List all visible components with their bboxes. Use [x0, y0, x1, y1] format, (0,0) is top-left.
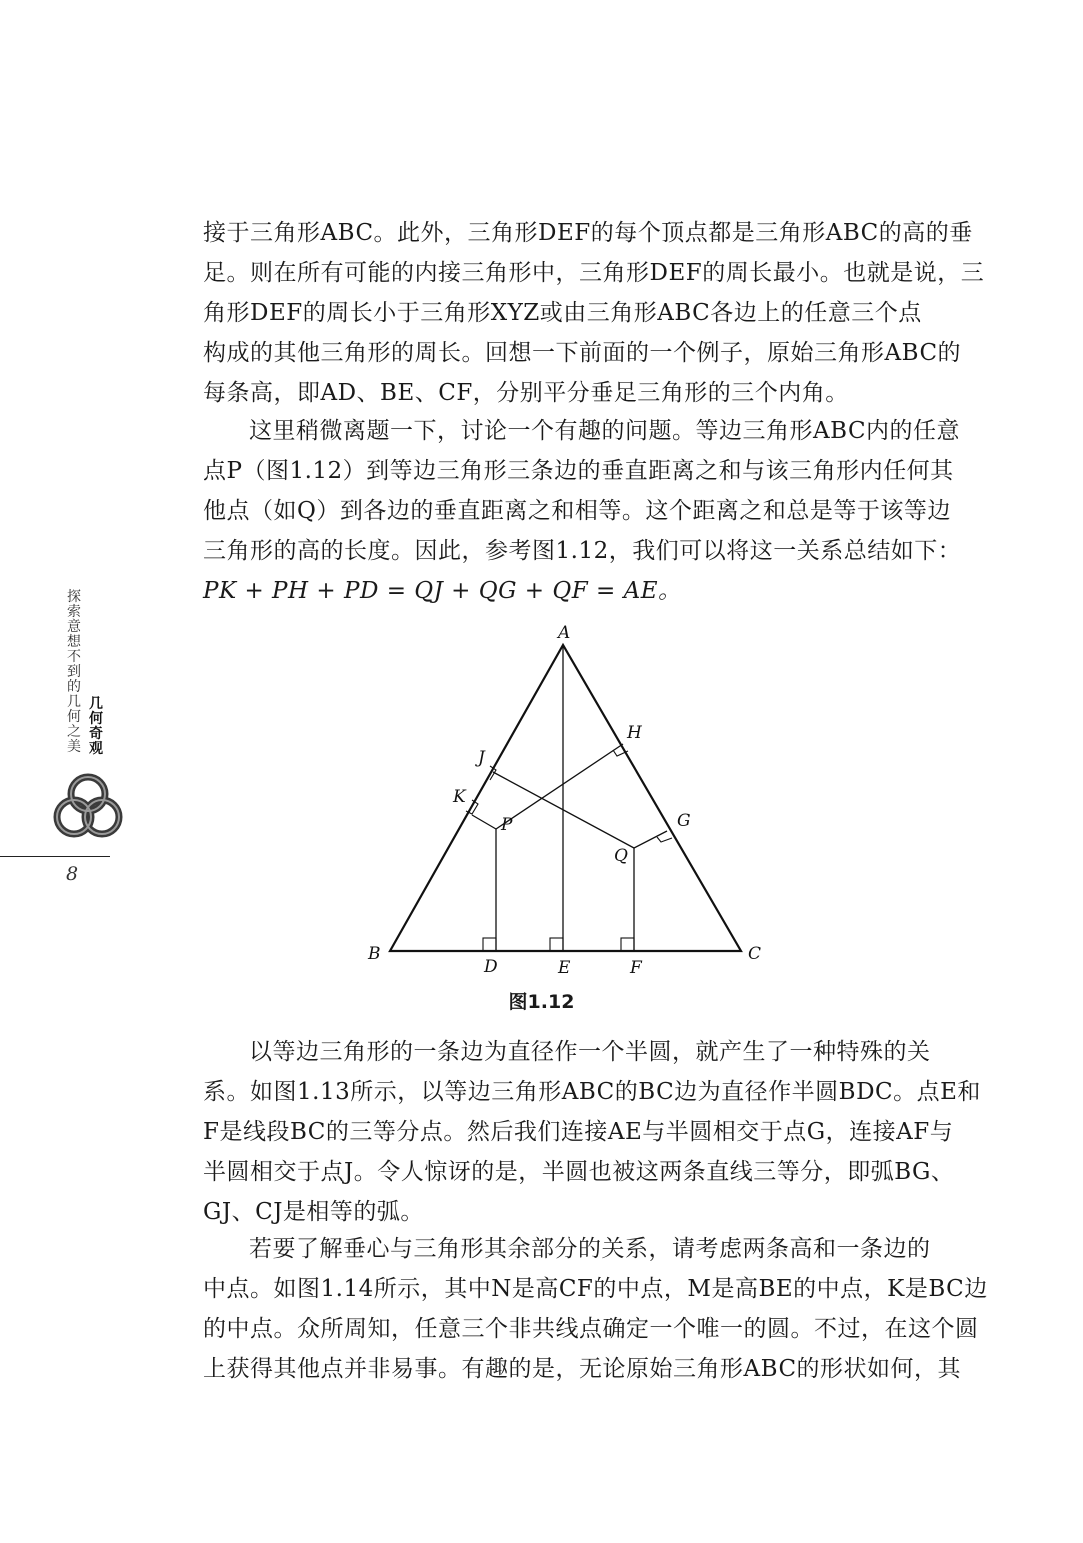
page-number: 8: [66, 863, 79, 885]
label-a: A: [558, 623, 571, 643]
text-line: 的中点。众所周知，任意三个非共线点确定一个唯一的圆。不过，在这个圆: [203, 1316, 979, 1342]
figure-1-12: [350, 620, 790, 980]
text-line: 每条高，即AD、BE、CF，分别平分垂足三角形的三个内角。: [203, 380, 849, 406]
text-line: 这里稍微离题一下，讨论一个有趣的问题。等边三角形ABC内的任意: [249, 418, 961, 444]
label-h: H: [627, 723, 642, 743]
sidebar-rule: [0, 856, 110, 857]
text-line: 系。如图1.13所示，以等边三角形ABC的BC边为直径作半圆BDC。点E和: [203, 1079, 981, 1105]
segment-qg: [634, 831, 667, 848]
text-line: 接于三角形ABC。此外，三角形DEF的每个顶点都是三角形ABC的高的垂: [203, 220, 973, 246]
text-line: 角形DEF的周长小于三角形XYZ或由三角形ABC各边上的任意三个点: [203, 300, 922, 326]
segment-ph: [496, 744, 623, 829]
figure-caption: 图1.12: [508, 991, 575, 1013]
text-line: F是线段BC的三等分点。然后我们连接AE与半圆相交于点G，连接AF与: [203, 1119, 954, 1145]
triangle-abc: [390, 645, 741, 951]
paragraph-2: [203, 411, 962, 611]
text-line: 上获得其他点并非易事。有趣的是，无论原始三角形ABC的形状如何，其: [203, 1356, 962, 1382]
equation-line: PK + PH + PD = QJ + QG + QF = AE。: [203, 578, 682, 604]
text-line: 三角形的高的长度。因此，参考图1.12，我们可以将这一关系总结如下：: [203, 538, 962, 564]
paragraph-4: [203, 1229, 988, 1389]
paragraph-1: [203, 213, 985, 413]
label-d: D: [484, 957, 498, 977]
trefoil-knot-icon: [48, 770, 128, 842]
right-angle-d: [483, 938, 496, 951]
paragraph-3: [203, 1032, 981, 1232]
right-angle-f: [621, 938, 634, 951]
right-angle-g: [657, 837, 672, 842]
text-line: 中点。如图1.14所示，其中N是高CF的中点，M是高BE的中点，K是BC边: [203, 1276, 988, 1302]
text-line: GJ、CJ是相等的弧。: [203, 1199, 424, 1225]
text-line: 他点（如Q）到各边的垂直距离之和相等。这个距离之和总是等于该等边: [203, 498, 951, 524]
label-q: Q: [614, 846, 628, 866]
book-title-vertical-bold: 几何奇观: [89, 696, 103, 757]
text-line: 以等边三角形的一条边为直径作一个半圆，就产生了一种特殊的关: [249, 1039, 931, 1065]
segment-pk: [472, 815, 496, 829]
label-k: K: [453, 787, 466, 807]
text-line: 若要了解垂心与三角形其余部分的关系，请考虑两条高和一条边的: [249, 1236, 931, 1262]
book-title-vertical: 探索意想不到的几何之美: [67, 589, 81, 755]
text-line: 构成的其他三角形的周长。回想一下前面的一个例子，原始三角形ABC的: [203, 340, 962, 366]
text-line: 半圆相交于点J。令人惊讶的是，半圆也被这两条直线三等分，即弧BG、: [203, 1159, 955, 1185]
label-f: F: [630, 958, 642, 978]
right-angle-e: [550, 938, 563, 951]
label-j: J: [478, 748, 485, 768]
label-g: G: [677, 811, 691, 831]
text-line: 足。则在所有可能的内接三角形中，三角形DEF的周长最小。也就是说，三: [203, 260, 985, 286]
text-line: 点P（图1.12）到等边三角形三条边的垂直距离之和与该三角形内任何其: [203, 458, 954, 484]
label-e: E: [558, 958, 571, 978]
label-b: B: [368, 944, 381, 964]
label-c: C: [748, 944, 762, 964]
label-p: P: [501, 815, 513, 835]
